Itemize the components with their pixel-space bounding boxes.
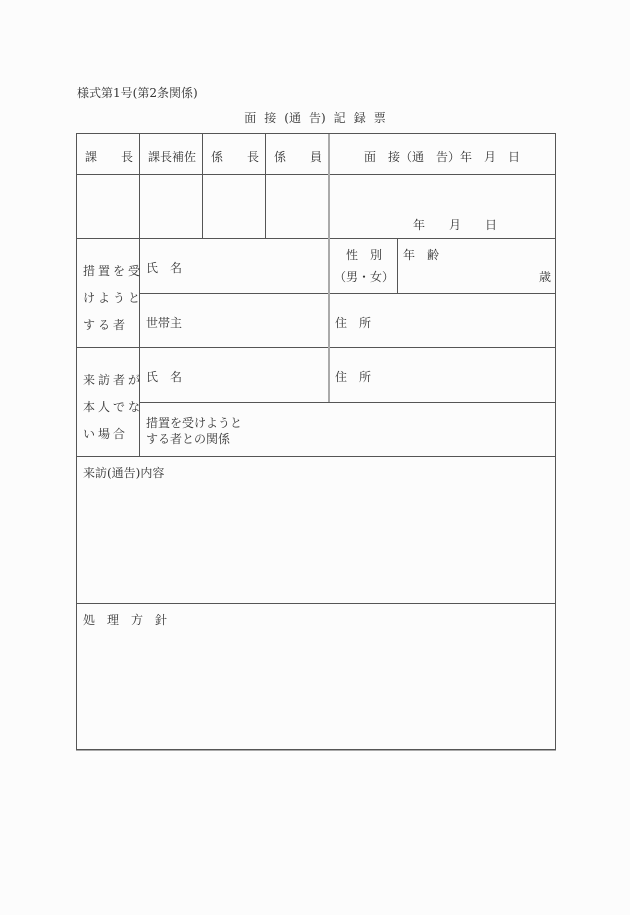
subject-name-label: 氏 名 [146,261,183,275]
subsection-chief-label: 係 長 [211,150,259,164]
deputy-chief-stamp-box[interactable] [140,175,202,238]
col-divider [397,238,398,293]
visitor-name-label: 氏 名 [146,370,183,384]
interview-date-label: 面 接（通 告）年 月 日 [363,150,520,164]
visit-content-field[interactable] [77,482,555,602]
col-divider [328,238,330,402]
title-char: 録 [353,111,366,125]
staff-stamp-box[interactable] [266,175,328,238]
relation-label: 措置を受けようと する者との関係 [146,416,243,446]
section-chief-label: 課 長 [85,150,133,164]
title-char: 告) [308,111,326,125]
title-char: 面 [244,111,257,125]
gender-options[interactable]: （男・女） [333,270,394,284]
row-divider [77,603,555,604]
visit-content-label: 来訪(通告)内容 [83,466,165,480]
row-divider [140,402,555,403]
title-char: 記 [333,111,346,125]
subject-section-label: 措置を受 けようと する者 [83,264,144,332]
subsection-chief-stamp-box[interactable] [203,175,265,238]
handling-policy-label: 処 理 方 針 [83,613,168,627]
section-chief-stamp-box[interactable] [77,175,139,238]
subject-address-label: 住 所 [335,316,372,330]
age-unit: 歳 [539,270,552,284]
row-divider [77,456,555,457]
interview-date-field[interactable]: 年 月 日 [413,218,498,232]
form-title [0,109,630,126]
visitor-address-label: 住 所 [335,370,372,384]
subject-name-field[interactable] [140,239,328,293]
deputy-chief-label: 課長補佐 [148,150,197,164]
staff-label: 係 員 [274,150,322,164]
title-char: 接 [264,111,277,125]
form-number: 様式第1号(第2条関係) [77,86,198,100]
handling-policy-field[interactable] [77,629,555,749]
record-table [76,133,556,750]
gender-label: 性 別 [345,248,382,262]
visitor-section-label: 来訪者が 本人でな い場合 [83,373,144,441]
row-divider [140,293,555,294]
row-divider [77,347,555,348]
title-char: 票 [373,111,386,125]
title-char: (通 [284,111,301,125]
household-head-label: 世帯主 [146,316,183,330]
age-label: 年 齢 [403,248,440,262]
